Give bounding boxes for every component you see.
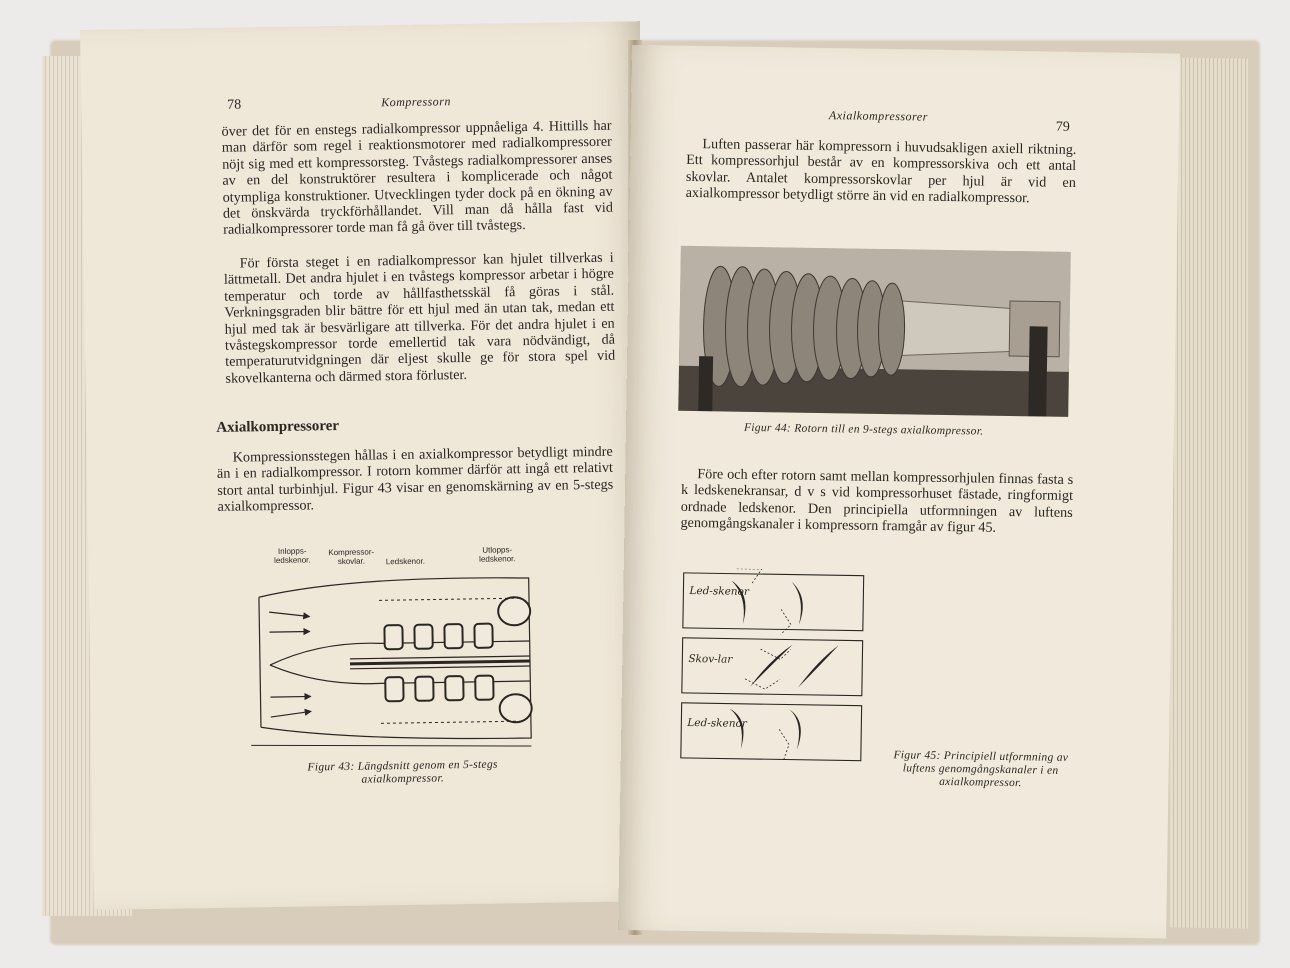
figure-caption: Figur 43: Längdsnitt genom en 5-stegs axialkompressor. — [307, 758, 498, 786]
figure-label: Skov-lar — [688, 652, 733, 666]
compressor-section-drawing — [228, 543, 551, 758]
page-number: 79 — [1055, 119, 1070, 135]
paragraph — [217, 444, 614, 516]
figure-label: Led-skenor — [689, 584, 750, 598]
figure-label: Kompressor-skovlar. — [328, 547, 375, 567]
paragraph-text: Kompressionsstegen hållas i en axialkompressor betydligt mindre än i en radialkompressor. I rotorn kommer därför att ingå ett relativt stort antal turbinhjul. Figur 43 visar en genomskärning av en 5-stegs axialkompressor. — [216, 443, 614, 516]
paragraph-text: För första steget i en radialkompressor kan hjulet tillverkas i lättmetall. Det andra hjulet i en tvåstegs kompressor arbetar i högre temperatur och torde av hållfasthetsskäl få göras i stål. Verkningsgraden blir bättre för ett hjul med än utan tak, medan ett hjul med tak är besvärligare att tillverka. För det andra hjulet i en tvåstegskompressor torde emellertid tak vara nödvändigt, då temperaturutvidgningen där eljest skulle ge för stora spel vid skovelkanterna och därmed stora förluster. — [223, 249, 616, 387]
left-page — [80, 21, 654, 910]
paragraph — [221, 118, 613, 239]
figure-label: Ledskenor. — [385, 556, 426, 567]
section-heading: Axialkompressorer — [216, 417, 340, 436]
running-head: Axialkompressorer — [828, 108, 928, 124]
figure-44-rotor-photo — [678, 246, 1071, 417]
paragraph-text: över det för en enstegs radialkompressor uppnåeliga 4. Hittills har man därför som regel i reaktionsmotorer med radialkompressorer nöjt sig med ett kompressorsteg. Tvåstegs radialkompressorer anses av en del konstruktörer resultera i komplicerade och något otympliga konstruktioner. Utvecklingen tyder dock på en ökning av det önskvärda tryckförhållandet. Vill man då hålla fast vid radialkompressorer torde man få gå över till tvåstegs. — [221, 117, 613, 239]
paragraph-text: Luften passerar här kompressorn i huvudsakligen axiell riktning. Ett kompressorhjul består av en kompressorskiva och ett antal skovlar. Antalet kompressorskovlar per hjul är vid en axialkompressor betydligt större än vid en radialkompressor. — [685, 136, 1077, 207]
paragraph — [680, 466, 1073, 538]
figure-label: Inlopps-ledskenor. — [274, 546, 311, 566]
rotor-photo-illustration — [678, 246, 1071, 417]
figure-43-compressor-section — [228, 543, 551, 758]
paragraph — [224, 250, 616, 387]
blade-channel-drawing — [679, 568, 872, 776]
figure-label: Utlopps-ledskenor. — [479, 545, 516, 564]
figure-label: Led-skenor — [687, 716, 747, 730]
figure-45-blade-diagram — [679, 568, 872, 776]
right-page — [618, 45, 1180, 938]
page-number: 78 — [227, 97, 242, 113]
paragraph — [686, 136, 1077, 208]
photo-caption: Figur 44: Rotorn till en 9-stegs axialkompressor. — [743, 421, 984, 438]
paragraph-text: Före och efter rotorn samt mellan kompressorhjulen finnas fasta s k ledskenekransar, d v s vid kompressorhuset fästade, ringformigt ordnade ledskenor. Den principiella utformningen av luftens genomgångskanaler i kompressorn framgår av figur 45. — [680, 466, 1074, 536]
right-page-stack — [1170, 57, 1248, 928]
figure-caption: Figur 45: Principiell utformning av luftens genomgångskanaler i en axialkompressor. — [893, 749, 1069, 790]
running-head: Kompressorn — [381, 94, 452, 110]
